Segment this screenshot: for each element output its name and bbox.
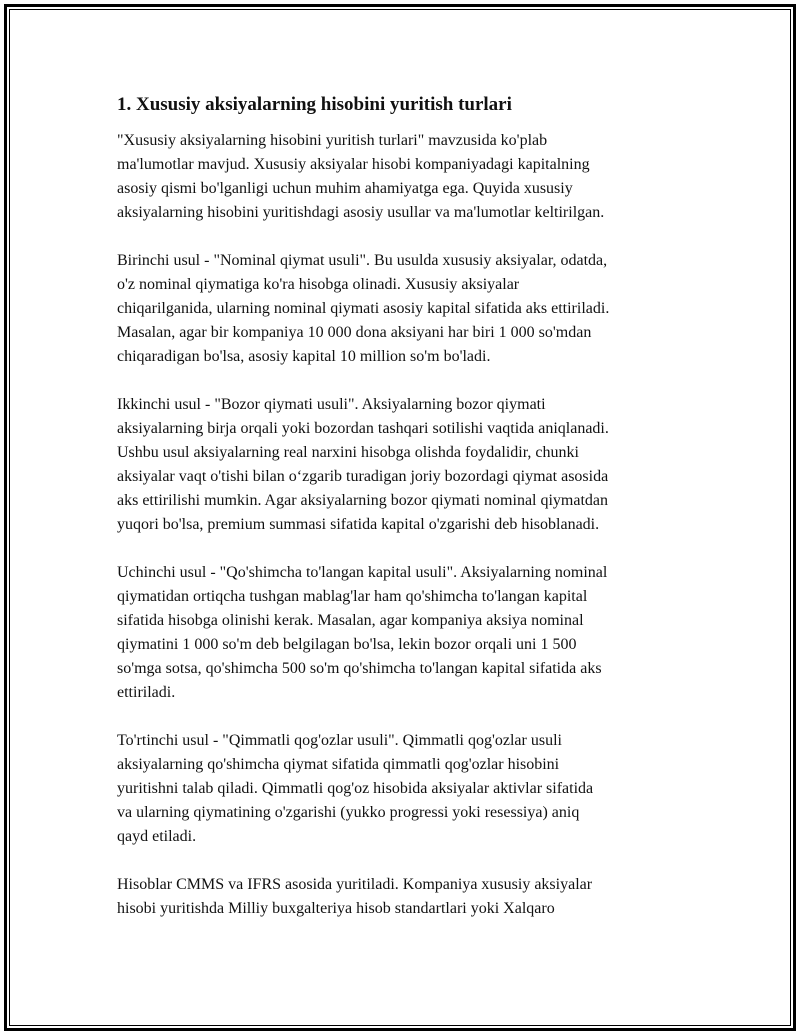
text-line: aks ettirilishi mumkin. Agar aksiyalarning bozor qiymati nominal qiymatdan xyxy=(117,492,609,509)
text-line: yuritishni talab qiladi. Qimmatli qog'oz hisobida aksiyalar aktivlar sifatida xyxy=(117,780,594,797)
text-line: asosiy qismi bo'lganligi uchun muhim ahamiyatga ega. Quyida xususiy xyxy=(117,180,573,197)
text-line: o'z nominal qiymatiga ko'ra hisobga olinadi. Xususiy aksiyalar xyxy=(117,276,520,293)
text-line: "Xususiy aksiyalarning hisobini yuritish turlari" mavzusida ko'plab xyxy=(117,132,548,149)
text-line: sifatida hisobga olinishi kerak. Masalan, agar kompaniya aksiya nominal xyxy=(117,612,584,629)
text-line: chiqaradigan bo'lsa, asosiy kapital 10 million so'm bo'ladi. xyxy=(117,348,491,365)
text-line: qiymatidan ortiqcha tushgan mablag'lar ham qo'shimcha to'langan kapital xyxy=(117,588,588,605)
text-line: aksiyalarning hisobini yuritishdagi asosiy usullar va ma'lumotlar keltirilgan. xyxy=(117,204,605,221)
text-line: qiymatini 1 000 so'm deb belgilagan bo'lsa, lekin bozor orqali uni 1 500 xyxy=(117,636,577,653)
paragraph-method-3 xyxy=(117,561,697,705)
text-line: Hisoblar CMMS va IFRS asosida yuritiladi. Kompaniya xususiy aksiyalar xyxy=(117,876,593,893)
text-line: Ushbu usul aksiyalarning real narxini hisobga olishda foydalidir, chunki xyxy=(117,444,579,461)
text-line: hisobi yuritishda Milliy buxgalteriya hisob standartlari yoki Xalqaro xyxy=(117,900,555,917)
text-line: so'mga sotsa, qo'shimcha 500 so'm qo'shimcha to'langan kapital sifatida aks xyxy=(117,660,602,677)
text-line: aksiyalarning birja orqali yoki bozordan tashqari sotilishi vaqtida aniqlanadi. xyxy=(117,420,609,437)
text-line: To'rtinchi usul - "Qimmatli qog'ozlar usuli". Qimmatli qog'ozlar usuli xyxy=(117,732,562,749)
text-line: Masalan, agar bir kompaniya 10 000 dona aksiyani har biri 1 000 so'mdan xyxy=(117,324,592,341)
paragraph-method-4 xyxy=(117,729,697,849)
text-line: yuqori bo'lsa, premium summasi sifatida kapital o'zgarishi deb hisoblanadi. xyxy=(117,516,600,533)
text-line: ma'lumotlar mavjud. Xususiy aksiyalar hisobi kompaniyadagi kapitalning xyxy=(117,156,590,173)
text-line: Ikkinchi usul - "Bozor qiymati usuli". Aksiyalarning bozor qiymati xyxy=(117,396,546,413)
text-line: Uchinchi usul - "Qo'shimcha to'langan kapital usuli". Aksiyalarning nominal xyxy=(117,564,608,581)
paragraph-method-2 xyxy=(117,393,697,537)
paragraph-intro xyxy=(117,129,697,225)
section-heading: 1. Xususiy aksiyalarning hisobini yuritish turlari xyxy=(117,94,512,115)
text-line: aksiyalar vaqt o'tishi bilan o‘zgarib turadigan joriy bozordagi qiymat asosida xyxy=(117,468,609,485)
text-line: va ularning qiymatining o'zgarishi (yukko progressi yoki resessiya) aniq xyxy=(117,804,580,821)
paragraph-standards xyxy=(117,873,697,921)
text-line: aksiyalarning qo'shimcha qiymat sifatida qimmatli qog'ozlar hisobini xyxy=(117,756,560,773)
text-line: chiqarilganida, ularning nominal qiymati asosiy kapital sifatida aks ettiriladi. xyxy=(117,300,610,317)
paragraph-method-1 xyxy=(117,249,697,369)
document-body xyxy=(117,93,697,945)
text-line: qayd etiladi. xyxy=(117,828,197,845)
text-line: ettiriladi. xyxy=(117,684,176,701)
text-line: Birinchi usul - "Nominal qiymat usuli". Bu usulda xususiy aksiyalar, odatda, xyxy=(117,252,608,269)
